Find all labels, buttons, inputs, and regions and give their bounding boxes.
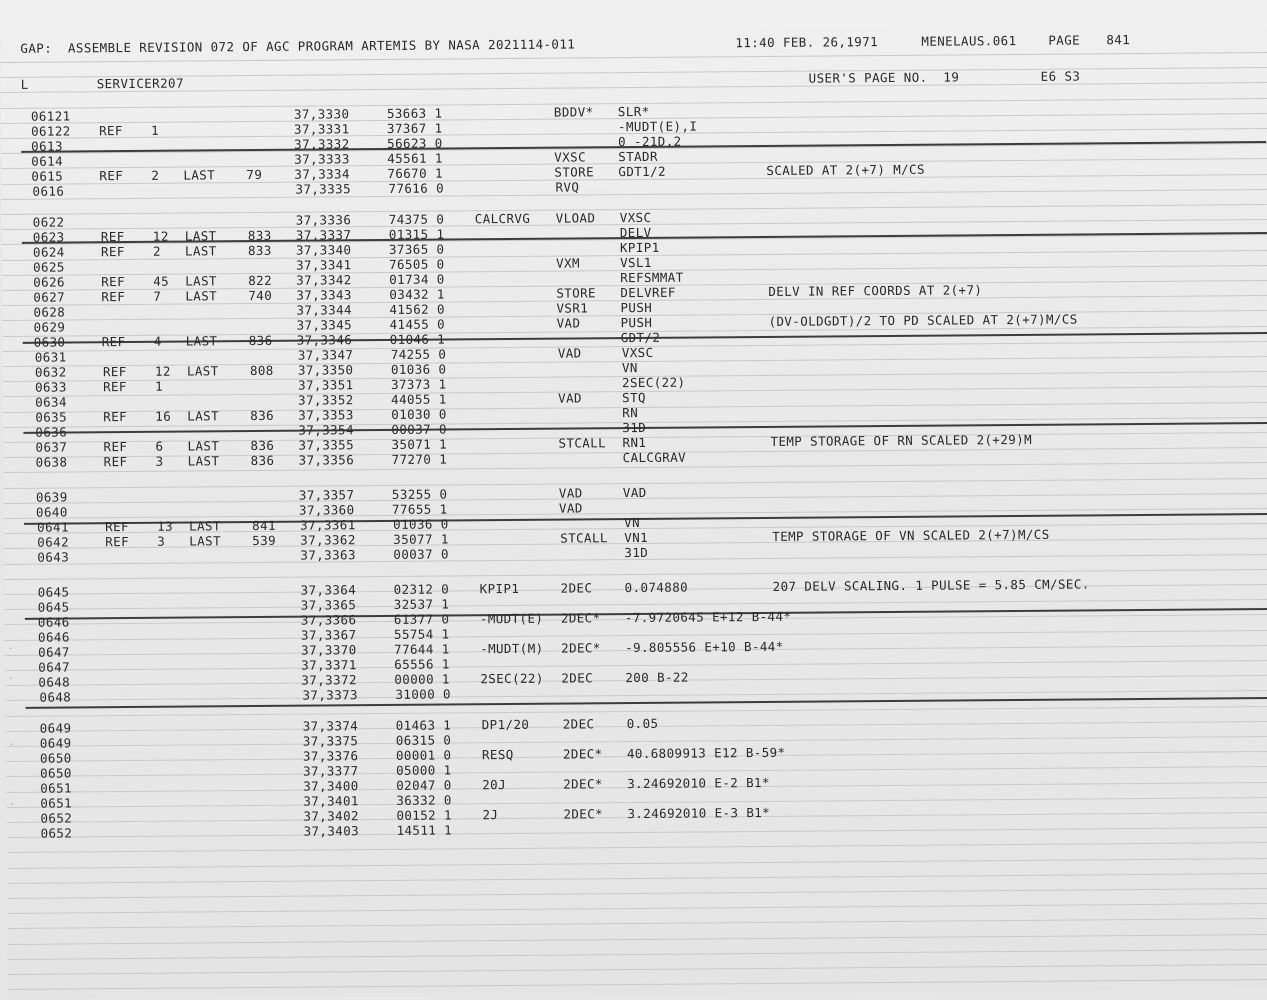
address: 37,3357 — [298, 487, 355, 503]
octal-word: 00152 1 — [396, 807, 452, 823]
ref-keyword: REF — [101, 289, 126, 305]
address: 37,3334 — [294, 166, 350, 182]
line-number: 0642 — [37, 534, 70, 550]
address: 37,3360 — [298, 502, 355, 518]
address: 37,3330 — [293, 106, 350, 122]
paper-line — [7, 842, 1267, 853]
ref-keyword: REF — [103, 409, 128, 425]
operand: GDT/2 — [620, 329, 661, 346]
ref-count: 45 — [153, 273, 170, 289]
line-number: 0616 — [32, 183, 65, 199]
octal-word: 44055 1 — [391, 391, 447, 407]
opcode: 2DEC* — [561, 640, 601, 656]
octal-word: 74375 0 — [388, 211, 445, 227]
print-time: 11:40 FEB. 26,1971 — [735, 34, 879, 51]
ref-count: 2 — [152, 243, 161, 259]
line-number: 0614 — [31, 153, 64, 169]
address: 37,3371 — [301, 657, 357, 673]
line-number: 0623 — [32, 229, 65, 245]
paper-line — [7, 903, 1267, 914]
octal-word: 01030 0 — [391, 406, 447, 422]
octal-word: 14511 1 — [396, 822, 453, 838]
opcode: BDDV* — [553, 104, 594, 120]
octal-word: 45561 1 — [387, 150, 443, 166]
address: 37,3364 — [300, 582, 357, 598]
ref-count: 4 — [153, 333, 162, 349]
ref-keyword: REF — [105, 519, 129, 535]
last-keyword: LAST — [185, 273, 217, 289]
operand: CALCGRAV — [622, 449, 687, 466]
line-number: 0638 — [35, 454, 68, 470]
line-number: 0646 — [37, 629, 70, 645]
operand: VAD — [622, 484, 647, 501]
ref-keyword: REF — [101, 334, 126, 350]
octal-word: 32537 1 — [393, 596, 450, 612]
address: 37,3336 — [295, 212, 352, 228]
margin-mark: · — [9, 799, 15, 809]
operand: 0 -21D,2 — [618, 133, 682, 150]
address: 37,3376 — [302, 748, 359, 764]
last-page: 822 — [248, 272, 273, 289]
users-page-number: USER'S PAGE NO. 19 — [808, 69, 960, 86]
operand: 200 B-22 — [625, 669, 689, 686]
line-number: 0631 — [34, 349, 67, 365]
last-page: 836 — [250, 437, 275, 454]
address: 37,3341 — [296, 257, 352, 273]
line-number: 0613 — [31, 138, 63, 154]
last-keyword: LAST — [185, 333, 218, 349]
opcode: STORE — [554, 164, 595, 180]
opcode: VXSC — [554, 149, 587, 165]
line-number: 0647 — [38, 659, 71, 675]
paper-line — [2, 189, 1267, 200]
line-number: 0626 — [33, 274, 65, 290]
last-keyword: LAST — [186, 363, 219, 379]
opcode: RVQ — [555, 179, 580, 195]
line-number: 0639 — [35, 489, 68, 505]
line-number: 0648 — [39, 689, 72, 705]
last-page: 740 — [248, 287, 273, 304]
paper-line — [7, 858, 1267, 869]
paper-line — [8, 979, 1267, 990]
margin-mark: · — [8, 739, 14, 749]
octal-word: 00000 1 — [394, 671, 450, 687]
operand: 40.6809913 E12 B-59* — [626, 744, 786, 762]
line-number: 0650 — [39, 750, 72, 766]
address: 37,3372 — [301, 672, 357, 688]
comment: 207 DELV SCALING. 1 PULSE = 5.85 CM/SEC. — [772, 576, 1090, 594]
address: 37,3354 — [298, 422, 354, 438]
last-keyword: LAST — [189, 533, 222, 549]
line-number: 0649 — [39, 720, 72, 736]
octal-word: 77270 1 — [391, 451, 448, 467]
line-number: 0625 — [33, 259, 65, 275]
line-number: 0640 — [35, 504, 68, 520]
address: 37,3353 — [298, 407, 354, 423]
octal-word: 31000 0 — [395, 686, 452, 702]
symbol-label: 2SEC(22) — [480, 670, 544, 687]
address: 37,3355 — [298, 437, 355, 453]
line-number: 0635 — [35, 409, 68, 425]
ref-count: 2 — [151, 167, 160, 183]
routine-name: SERVICER207 — [96, 75, 184, 92]
paper-line — [8, 964, 1267, 975]
operand: STQ — [622, 389, 646, 406]
opcode: 2DEC* — [563, 776, 603, 792]
ref-count: 12 — [152, 228, 169, 244]
octal-word: 35077 1 — [393, 531, 449, 547]
last-keyword: LAST — [187, 408, 220, 424]
last-keyword: LAST — [184, 228, 217, 244]
address: 37,3345 — [296, 317, 353, 333]
operand: VN — [621, 360, 638, 376]
address: 37,3356 — [298, 452, 355, 468]
opcode: VAD — [558, 485, 583, 501]
operand: GDT1/2 — [618, 163, 666, 180]
symbol-label: 20J — [482, 777, 507, 793]
last-page: 808 — [249, 362, 274, 379]
margin-mark: · — [8, 643, 13, 653]
symbol-label: RESQ — [481, 746, 514, 763]
line-number: 0645 — [37, 584, 70, 600]
ref-keyword: REF — [102, 364, 127, 380]
line-number: 0652 — [40, 825, 73, 841]
line-number: 06121 — [30, 108, 71, 124]
last-page: 836 — [250, 452, 275, 469]
opcode: 2DEC* — [563, 806, 604, 822]
address: 37,3361 — [300, 517, 356, 533]
operand: DELVREF — [620, 284, 676, 301]
octal-word: 77644 1 — [394, 641, 450, 657]
operand: 31D — [622, 419, 647, 436]
octal-word: 65556 1 — [394, 656, 450, 672]
octal-word: 01315 1 — [388, 226, 445, 242]
operand: DELV — [619, 224, 652, 241]
octal-word: 41562 0 — [389, 301, 445, 317]
octal-word: 05000 1 — [396, 762, 452, 778]
operand: -MUDT(E),I — [617, 118, 698, 135]
comment: TEMP STORAGE OF RN SCALED 2(+29)M — [770, 431, 1033, 449]
last-page: 79 — [246, 166, 263, 183]
operand: 2SEC(22) — [621, 374, 686, 391]
opcode: STCALL — [560, 530, 608, 546]
ref-count: 13 — [157, 518, 174, 534]
opcode: VSR1 — [556, 300, 589, 316]
last-page: 833 — [247, 227, 272, 244]
comment: DELV IN REF COORDS AT 2(+7) — [768, 282, 983, 299]
address: 37,3332 — [294, 136, 350, 152]
operand: -7.9720645 E+12 B-44* — [624, 608, 792, 626]
octal-word: 06315 0 — [395, 732, 452, 748]
symbol-label: -MUDT(E) — [479, 610, 544, 627]
operand: PUSH — [620, 299, 653, 316]
address: 37,3363 — [300, 547, 356, 563]
address: 37,3346 — [296, 332, 353, 348]
address: 37,3400 — [303, 778, 359, 794]
paper-line — [5, 597, 1267, 613]
operand: 31D — [624, 544, 649, 561]
octal-word: 76670 1 — [387, 165, 443, 181]
line-number: 0652 — [40, 810, 73, 826]
opcode: 2DEC — [561, 670, 594, 686]
address: 37,3403 — [303, 823, 360, 839]
ref-keyword: REF — [98, 123, 123, 139]
operand: VXSC — [621, 344, 654, 361]
last-page: 836 — [250, 407, 275, 424]
address: 37,3370 — [301, 642, 357, 658]
last-keyword: LAST — [183, 167, 216, 183]
line-number: 0641 — [37, 519, 69, 535]
octal-word: 01734 0 — [389, 271, 445, 287]
operand: 3.24692010 E-3 B1* — [627, 804, 771, 822]
opcode: VXM — [556, 255, 580, 271]
operand: 3.24692010 E-2 B1* — [627, 774, 770, 792]
last-keyword: LAST — [185, 288, 218, 304]
ref-keyword: REF — [103, 439, 128, 455]
line-number: 0647 — [38, 644, 70, 660]
line-number: 0646 — [37, 614, 70, 630]
line-number: 0637 — [35, 439, 68, 455]
address: 37,3377 — [303, 763, 359, 779]
operand: REFSMMAT — [620, 269, 684, 286]
last-page: 833 — [247, 242, 272, 259]
page-label: PAGE — [1048, 32, 1081, 48]
octal-word: 02312 0 — [393, 581, 450, 597]
ref-keyword: REF — [105, 534, 130, 550]
octal-word: 53663 1 — [386, 105, 443, 121]
address: 37,3335 — [295, 181, 352, 197]
symbol-label: -MUDT(M) — [480, 640, 544, 657]
operand: STADR — [618, 148, 658, 165]
octal-word: 01036 0 — [393, 516, 449, 532]
line-number: 0633 — [34, 379, 67, 395]
paper-line — [7, 873, 1267, 884]
last-keyword: LAST — [187, 453, 220, 469]
operand: VN1 — [624, 529, 649, 546]
paper-line — [7, 934, 1267, 945]
line-number: 0622 — [32, 214, 65, 230]
line-number: 0615 — [31, 168, 64, 184]
octal-word: 74255 0 — [390, 346, 447, 362]
address: 37,3350 — [297, 362, 354, 378]
ref-count: 1 — [150, 122, 160, 138]
octal-word: 76505 0 — [389, 256, 445, 272]
page-number: 841 — [1106, 32, 1131, 48]
opcode: 2DEC* — [562, 746, 603, 762]
octal-word: 37367 1 — [386, 120, 443, 136]
address: 37,3362 — [300, 532, 356, 548]
opcode: 2DEC — [560, 580, 593, 596]
opcode: 2DEC* — [560, 610, 601, 626]
line-number: 0648 — [38, 674, 71, 690]
operand: 0.074880 — [624, 579, 689, 596]
operand: VN — [624, 514, 641, 531]
symbol-label: CALCRVG — [474, 210, 531, 227]
symbol-label: 2J — [482, 807, 499, 823]
opcode: VAD — [558, 390, 582, 406]
ref-keyword: REF — [100, 229, 125, 245]
address: 37,3367 — [300, 627, 357, 643]
octal-word: 00037 0 — [393, 546, 449, 562]
octal-word: 37373 1 — [390, 376, 447, 392]
octal-word: 35071 1 — [391, 436, 448, 452]
ref-keyword: REF — [103, 454, 128, 470]
ref-count: 3 — [157, 533, 166, 549]
line-number: 0624 — [32, 244, 65, 260]
address: 37,3331 — [293, 121, 350, 137]
line-number: 0636 — [35, 424, 68, 440]
ref-count: 12 — [154, 363, 171, 379]
operand: RN1 — [622, 434, 647, 451]
address: 37,3365 — [300, 597, 357, 613]
line-number: 0651 — [40, 780, 72, 796]
comment: TEMP STORAGE OF VN SCALED 2(+7)M/CS — [772, 526, 1050, 544]
octal-word: 00037 0 — [391, 421, 447, 437]
octal-word: 36332 0 — [396, 792, 452, 808]
octal-word: 41455 0 — [389, 316, 446, 332]
line-number: 0645 — [37, 599, 70, 615]
opcode: VAD — [558, 500, 583, 516]
line-number: 0649 — [39, 735, 72, 751]
line-number: 0628 — [33, 304, 66, 320]
operand: RN — [622, 405, 639, 421]
operand: -9.805556 E+10 B-44* — [625, 638, 784, 656]
opcode: 2DEC — [562, 716, 595, 732]
ref-keyword: REF — [102, 379, 127, 395]
octal-word: 77616 0 — [388, 180, 445, 196]
opcode: STCALL — [558, 435, 607, 451]
ref-count: 6 — [155, 438, 164, 454]
ref-keyword: REF — [101, 274, 126, 290]
octal-word: 53255 0 — [391, 486, 448, 502]
last-keyword: LAST — [184, 243, 217, 259]
last-keyword: LAST — [187, 438, 220, 454]
ref-count: 16 — [155, 408, 172, 424]
header-line-1 — [0, 32, 1131, 56]
operand: 0.05 — [626, 715, 659, 732]
operand: KPIP1 — [619, 239, 660, 256]
address: 37,3402 — [303, 808, 359, 824]
line-number: 0650 — [40, 765, 72, 781]
line-number: 0651 — [40, 795, 73, 811]
address: 37,3401 — [303, 793, 359, 809]
octal-word: 02047 0 — [396, 777, 452, 793]
octal-word: 77655 1 — [391, 501, 448, 517]
ref-count: 1 — [154, 378, 164, 394]
line-number: 0643 — [37, 549, 70, 565]
address: 37,3366 — [300, 612, 357, 628]
address: 37,3343 — [296, 287, 352, 303]
ref-keyword: REF — [99, 168, 124, 184]
address: 37,3373 — [302, 687, 359, 703]
opcode: VAD — [557, 345, 582, 361]
file-name: MENELAUS.061 — [921, 33, 1017, 49]
paper-line — [8, 949, 1267, 960]
octal-word: 37365 0 — [388, 241, 445, 257]
comment: (DV-OLDGDT)/2 TO PD SCALED AT 2(+7)M/CS — [768, 311, 1078, 329]
paper-line — [1, 82, 1267, 93]
octal-word: 00001 0 — [395, 747, 452, 763]
address: 37,3337 — [295, 227, 352, 243]
line-number: 0629 — [33, 319, 66, 335]
octal-word: 01046 1 — [389, 331, 446, 347]
octal-word: 61377 0 — [393, 611, 450, 627]
paper-line — [7, 918, 1267, 929]
ref-count: 3 — [155, 453, 164, 469]
symbol-label: DP1/20 — [481, 716, 530, 733]
last-page: 836 — [248, 332, 273, 349]
header-line-2 — [1, 68, 1081, 92]
operand: VSL1 — [620, 254, 652, 271]
last-keyword: LAST — [189, 518, 221, 534]
opcode: STORE — [556, 285, 597, 301]
assembly-title: GAP: ASSEMBLE REVISION 072 OF AGC PROGRAM ARTEMIS BY NASA 2021114-011 — [20, 36, 576, 56]
sheet-code: E6 S3 — [1040, 68, 1081, 84]
paper-line — [7, 888, 1267, 899]
ref-count: 7 — [153, 288, 162, 304]
address: 37,3375 — [302, 733, 359, 749]
octal-word: 55754 1 — [393, 626, 450, 642]
margin-mark: · — [8, 673, 14, 683]
octal-word: 03432 1 — [389, 286, 445, 302]
address: 37,3347 — [297, 347, 354, 363]
opcode: VAD — [556, 315, 581, 331]
line-number: 0630 — [33, 334, 66, 350]
last-page: 841 — [252, 517, 276, 534]
symbol-label: KPIP1 — [479, 580, 520, 597]
comment: SCALED AT 2(+7) M/CS — [766, 161, 925, 178]
address: 37,3374 — [302, 718, 359, 734]
operand: PUSH — [620, 314, 653, 331]
opcode: VLOAD — [555, 210, 596, 226]
address: 37,3342 — [296, 272, 352, 288]
last-page: 539 — [252, 532, 277, 549]
octal-word: 56623 0 — [387, 135, 443, 151]
ref-keyword: REF — [100, 244, 125, 260]
line-number: 0632 — [34, 364, 67, 380]
octal-word: 01036 0 — [390, 361, 447, 377]
line-number: 0627 — [33, 289, 66, 305]
address: 37,3340 — [295, 242, 352, 258]
address: 37,3344 — [296, 302, 352, 318]
operand: VXSC — [619, 209, 652, 226]
operand: SLR* — [617, 103, 650, 120]
address: 37,3333 — [294, 151, 350, 167]
paper-line — [7, 825, 1267, 841]
line-number: 06122 — [30, 123, 71, 139]
address: 37,3351 — [297, 377, 354, 393]
address: 37,3352 — [298, 392, 354, 408]
listing-marker: L — [20, 76, 29, 92]
line-number: 0634 — [35, 394, 67, 410]
octal-word: 01463 1 — [395, 717, 452, 733]
